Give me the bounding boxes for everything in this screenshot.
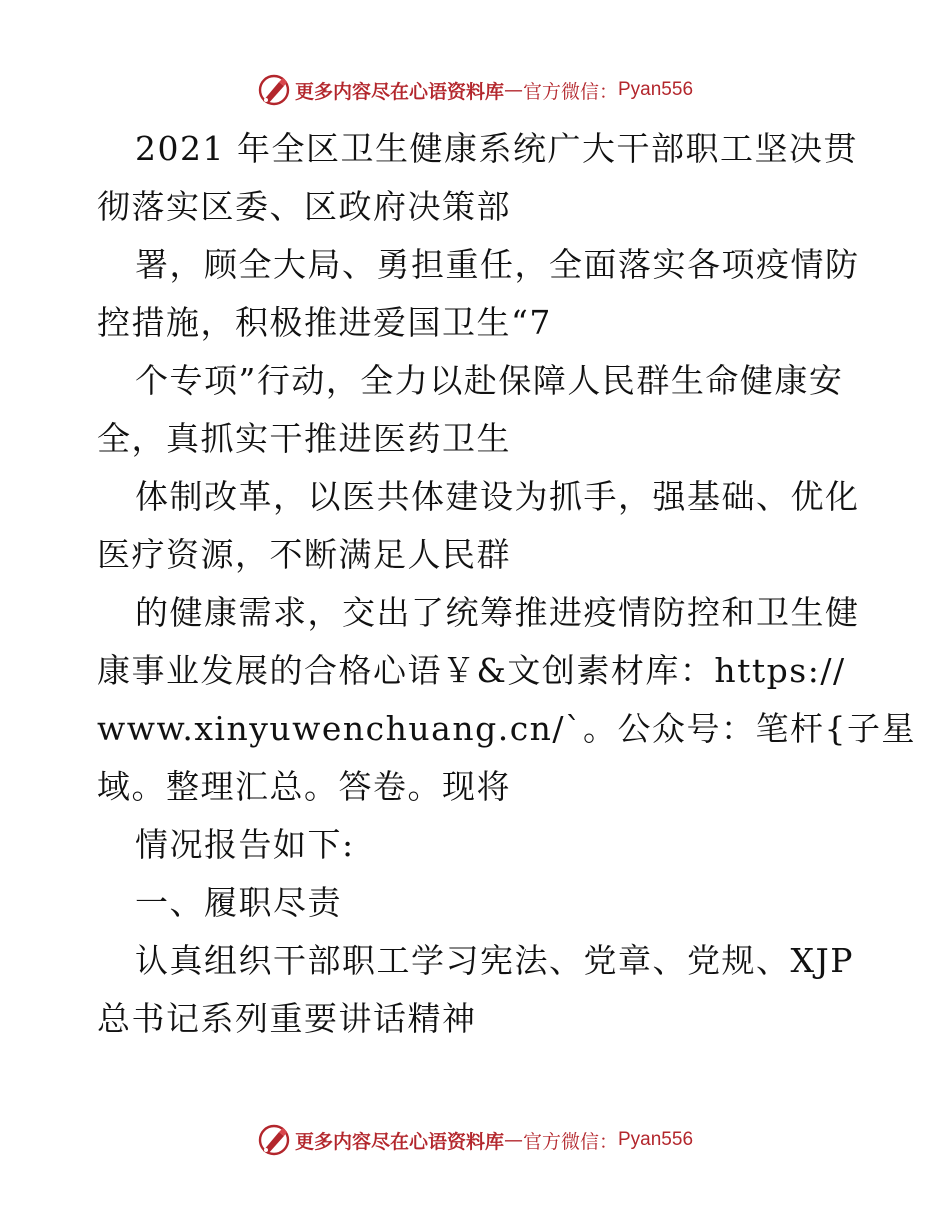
body-line: 个专项”行动，全力以赴保障人民群生命健康安 — [135, 361, 844, 400]
pen-circle-logo-icon — [257, 1123, 291, 1157]
body-line: 的健康需求，交出了统筹推进疫情防控和卫生健 — [135, 593, 860, 632]
body-line: 署，顾全大局、勇担重任，全面落实各项疫情防 — [135, 245, 860, 284]
body-line: 情况报告如下: — [135, 825, 355, 864]
pen-circle-logo-icon — [257, 73, 291, 107]
body-line: www.xinyuwenchuang.cn/`。公众号：笔杆{子星 — [97, 709, 917, 748]
header-banner-wechat-label: 官方微信： — [522, 80, 618, 103]
body-line: 2021 年全区卫生健康系统广大干部职工坚决贯 — [135, 129, 858, 168]
footer-watermark-banner — [0, 1122, 950, 1158]
header-banner-title: 更多内容尽在心语资料库 — [294, 80, 504, 103]
body-line: 医疗资源，不断满足人民群 — [97, 535, 511, 574]
footer-banner-wechat-id: Pyan556 — [618, 1129, 694, 1150]
section-heading: 一、履职尽责 — [135, 883, 342, 922]
footer-banner-wechat-label: 官方微信： — [522, 1130, 618, 1153]
header-banner-wechat-id: Pyan556 — [618, 79, 694, 100]
document-body — [97, 120, 917, 1048]
header-banner-dash: — — [503, 79, 523, 101]
footer-banner-title: 更多内容尽在心语资料库 — [294, 1130, 504, 1153]
footer-banner-dash: — — [503, 1129, 523, 1151]
body-line: 彻落实区委、区政府决策部 — [97, 187, 511, 226]
body-line: 域。整理汇总。答卷。现将 — [97, 767, 511, 806]
body-line: 控措施，积极推进爱国卫生“7 — [97, 303, 552, 342]
body-line: 康事业发展的合格心语￥&文创素材库：https:// — [97, 651, 846, 690]
body-line: 全，真抓实干推进医药卫生 — [97, 419, 511, 458]
body-line: 总书记系列重要讲话精神 — [97, 999, 477, 1038]
body-line: 体制改革，以医共体建设为抓手，强基础、优化 — [135, 477, 860, 516]
header-watermark-banner — [0, 72, 950, 108]
body-line: 认真组织干部职工学习宪法、党章、党规、XJP — [135, 941, 854, 980]
